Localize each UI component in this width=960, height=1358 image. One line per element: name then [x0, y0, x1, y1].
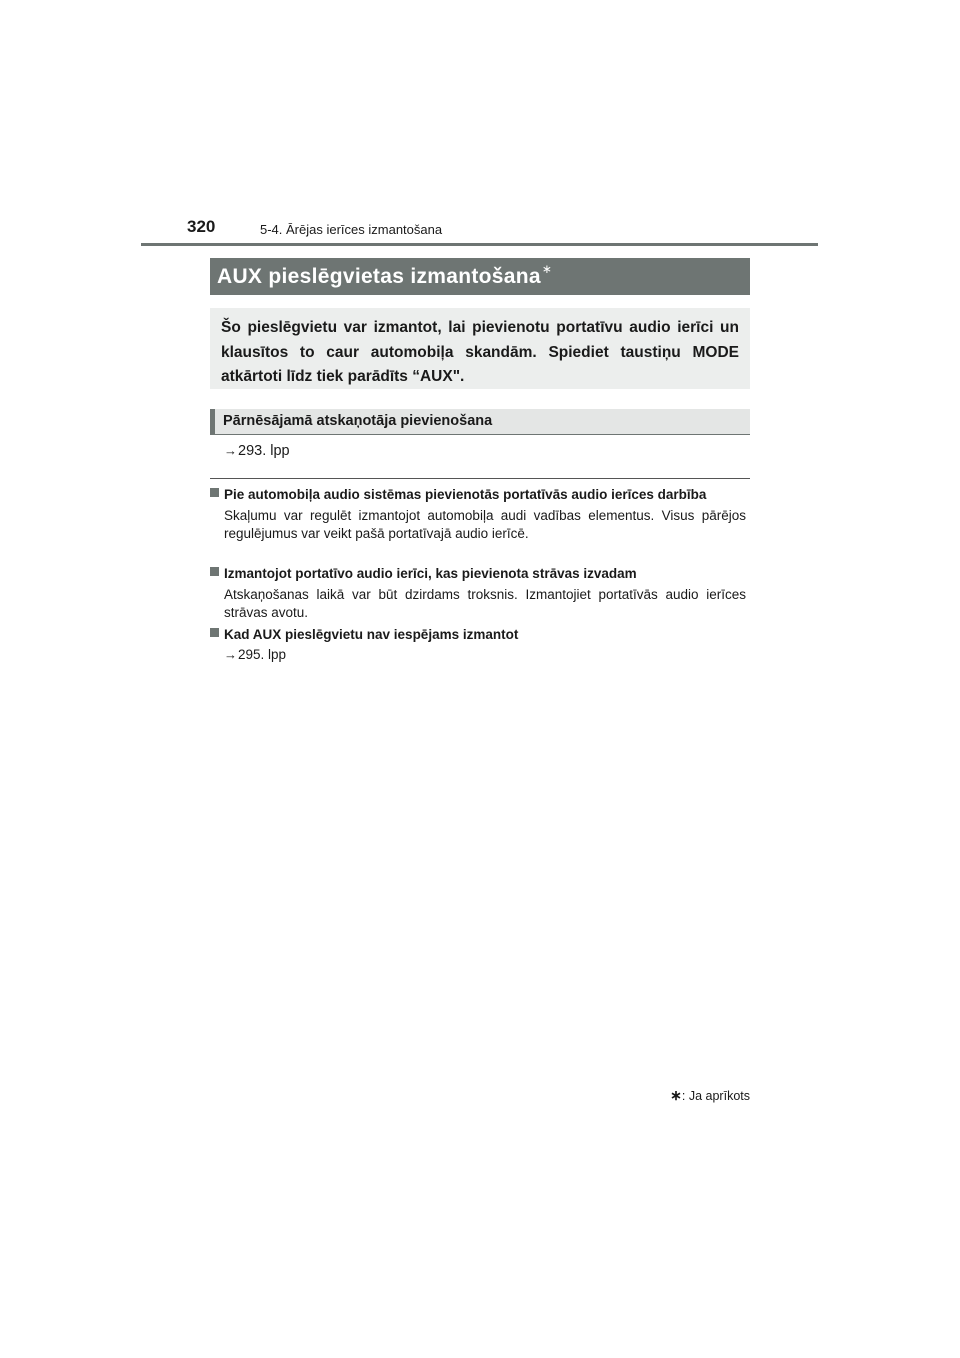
reference-text: 295. lpp: [238, 647, 287, 662]
note-heading-text: Kad AUX pieslēgvietu nav iespējams izmantot: [224, 627, 519, 642]
intro-box: [210, 308, 750, 389]
title-bar: [210, 258, 750, 295]
note-item: [210, 486, 750, 542]
footnote: [670, 1087, 750, 1104]
page-number: 320: [187, 217, 216, 236]
subsection-title: Pārnēsājamā atskaņotāja pievienošana: [223, 413, 493, 429]
subsection-reference[interactable]: [224, 443, 290, 459]
equipment-marker: ∗: [541, 261, 552, 276]
note-heading: [210, 626, 750, 643]
note-item: [210, 565, 750, 621]
square-bullet-icon: [210, 488, 219, 497]
notes-divider: [210, 478, 750, 479]
note-item: [210, 626, 750, 664]
asterisk-icon: ∗: [670, 1087, 682, 1103]
square-bullet-icon: [210, 628, 219, 637]
reference-text: 293. lpp: [238, 443, 290, 459]
note-heading: [210, 565, 750, 582]
footnote-text: : Ja aprīkots: [681, 1089, 750, 1103]
note-reference[interactable]: [224, 646, 750, 664]
subsection-accent: [210, 409, 215, 434]
note-heading-text: Pie automobiļa audio sistēmas pievienotās portatīvās audio ierīces darbība: [224, 487, 707, 502]
section-label: 5-4. Ārējas ierīces izmantošana: [260, 222, 443, 237]
note-body: Atskaņošanas laikā var būt dzirdams troksnis. Izmantojiet portatīvās audio ierīces strāvas avotu.: [224, 587, 746, 620]
arrow-right-icon: →: [224, 443, 237, 458]
header-rule: [141, 243, 818, 246]
page-title: AUX pieslēgvietas izmantošana: [217, 264, 541, 288]
subsection-heading: [210, 409, 750, 435]
note-body: Skaļumu var regulēt izmantojot automobiļa audi vadības elementus. Visus pārējos regulējumus var veikt pašā portatīvajā audio ierīcē.: [224, 508, 746, 541]
note-heading: [210, 486, 750, 503]
arrow-right-icon: →: [224, 647, 237, 662]
intro-text: Šo pieslēgvietu var izmantot, lai pievienotu portatīvu audio ierīci un klausītos to caur automobiļa skandām. Spiediet taustiņu MODE atkārtoti līdz tiek parādīts “AUX".: [221, 319, 739, 385]
note-heading-text: Izmantojot portatīvo audio ierīci, kas pievienota strāvas izvadam: [224, 566, 637, 581]
square-bullet-icon: [210, 567, 219, 576]
